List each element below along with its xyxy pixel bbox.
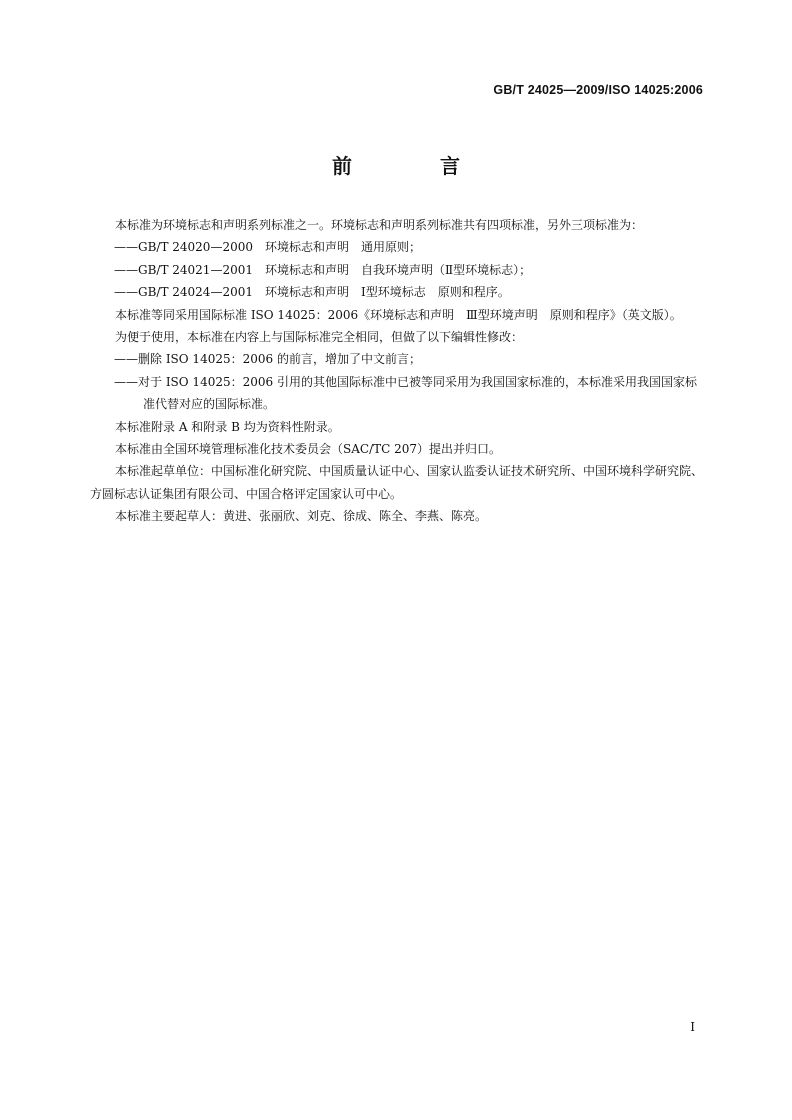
list-item-gbt-24024: ——GB/T 24024—2001 环境标志和声明 Ⅰ型环境标志 原则和程序。 [114, 285, 510, 300]
paragraph-drafters: 本标准主要起草人：黄进、张丽欣、刘克、徐成、陈全、李燕、陈亮。 [115, 509, 488, 524]
list-item-replace-standards: ——对于 ISO 14025：2006 引用的其他国际标准中已被等同采用为我国国家标准的，本标准采用我国国家标准代替对应的国际标准。 [114, 374, 697, 412]
paragraph-drafting-units: 本标准起草单位：中国标准化研究院、中国质量认证中心、国家认监委认证技术研究所、中国环境科学研究院、方圆标志认证集团有限公司、中国合格评定国家认可中心。 [90, 464, 704, 501]
list-item-delete-foreword: ——删除 ISO 14025：2006 的前言，增加了中文前言； [114, 352, 421, 367]
foreword-body [90, 214, 703, 528]
paragraph-series-intro: 本标准为环境标志和声明系列标准之一。环境标志和声明系列标准共有四项标准，另外三项标准为： [115, 218, 644, 232]
list-item-gbt-24020: ——GB/T 24020—2000 环境标志和声明 通用原则； [114, 240, 421, 255]
paragraph-annexes: 本标准附录 A 和附录 B 均为资料性附录。 [115, 419, 340, 434]
standard-number: GB/T 24025—2009/ISO 14025:2006 [493, 83, 703, 97]
page-number: Ⅰ [690, 1020, 695, 1034]
paragraph-editorial-changes: 为便于使用，本标准在内容上与国际标准完全相同，但做了以下编辑性修改： [115, 330, 524, 345]
paragraph-committee: 本标准由全国环境管理标准化技术委员会（SAC/TC 207）提出并归口。 [115, 442, 502, 457]
page-title: 前 言 [332, 154, 494, 178]
paragraph-adoption: 本标准等同采用国际标准 ISO 14025：2006《环境标志和声明 Ⅲ型环境声明 原则和程序》（英文版）。 [115, 307, 682, 322]
list-item-gbt-24021: ——GB/T 24021—2001 环境标志和声明 自我环境声明（Ⅱ型环境标志）； [114, 262, 532, 277]
